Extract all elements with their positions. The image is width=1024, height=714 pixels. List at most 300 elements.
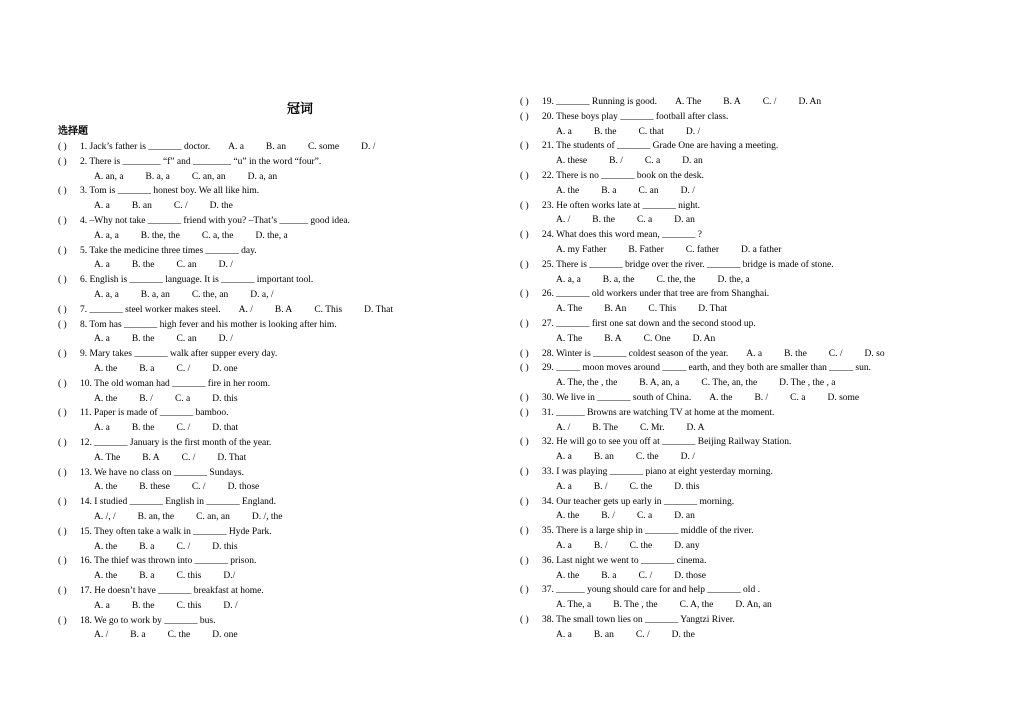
question-stem: He doesn’t have _______ breakfast at home. [94,586,264,596]
answer-option[interactable]: C. A, the [679,600,714,611]
answer-option[interactable]: C. The, an, the [701,378,758,389]
question-stem: Tom has _______ high fever and his mother is looking after him. [89,319,337,330]
answer-option[interactable]: C. this [176,571,202,582]
option-line [58,170,321,185]
answer-option[interactable]: C. an [176,260,197,271]
answer-blank[interactable]: ( ) [520,393,529,403]
question-stem: What does this word mean, _______ ? [556,230,702,241]
answer-option[interactable]: D. a, an [247,171,278,182]
answer-option[interactable]: D. this [212,541,238,552]
answer-blank[interactable]: ( ) [520,200,529,211]
question-item [58,155,321,185]
answer-option[interactable]: D. / [223,600,238,611]
answer-option[interactable]: D. this [674,481,700,492]
answer-blank[interactable]: ( ) [520,555,529,566]
answer-blank[interactable]: ( ) [520,348,529,359]
answer-blank[interactable]: ( ) [58,304,67,315]
answer-option[interactable]: D. one [212,630,238,641]
question-number: 26. [542,289,554,300]
answer-option[interactable]: C. Mr. [639,422,665,433]
question-stem: We live in _______ south of China. [556,393,692,403]
answer-option[interactable]: B. / [609,156,623,167]
answer-option[interactable]: B. / [754,393,769,403]
answer-option[interactable]: C. the, the [656,274,696,285]
answer-option[interactable]: A. / [238,304,253,315]
question-stem: ______ Browns are watching TV at home at the moment. [556,407,775,418]
question-line [520,317,756,332]
question-item [58,140,397,155]
question-line [520,110,728,125]
question-number: 37. [542,585,554,596]
answer-option[interactable]: D. /, the [251,511,283,522]
answer-blank[interactable]: ( ) [520,289,529,300]
answer-blank[interactable]: ( ) [58,186,67,197]
question-stem: The small town lies on _______ Yangtzi River. [556,615,735,625]
question-item [58,466,281,496]
question-item [58,436,271,466]
answer-option[interactable]: C. an [638,185,659,196]
answer-blank[interactable]: ( ) [520,496,529,507]
answer-option[interactable]: D. those [227,482,260,493]
option-line [58,451,271,466]
question-number: 21. [542,141,554,152]
question-number: 32. [542,437,554,448]
answer-option[interactable]: A. a [94,260,110,271]
answer-option[interactable]: B. / [593,481,608,492]
question-number: 36. [542,555,554,566]
answer-option[interactable]: A. a, a [556,274,581,285]
question-line [520,524,754,539]
answer-option[interactable]: C. / [181,452,196,463]
question-item [58,584,264,614]
answer-option[interactable]: C. father [685,244,720,255]
answer-option[interactable]: C. an, an [191,171,226,182]
answer-option[interactable]: B. the [784,348,807,359]
question-number: 19. [542,97,554,107]
question-number: 9. [80,349,88,360]
question-number: 15. [80,526,92,537]
answer-option[interactable]: A. a, a [94,230,119,241]
option-line [520,628,735,643]
answer-option[interactable]: D. That [364,304,393,315]
answer-blank[interactable]: ( ) [520,407,529,418]
page-title: 冠词 [286,102,313,117]
answer-blank[interactable]: ( ) [520,171,529,181]
question-number: 1. [80,142,88,152]
answer-option[interactable]: D. / [680,452,695,463]
answer-blank[interactable]: ( ) [58,378,67,389]
answer-option[interactable]: A. a [556,540,572,551]
answer-option[interactable]: B. The , the [613,600,658,611]
question-number: 30. [542,393,554,403]
question-item [58,495,304,525]
inline-options [675,97,843,107]
answer-option[interactable]: C. the, an [191,289,229,300]
answer-option[interactable]: C. a [636,511,653,522]
question-line [520,435,791,450]
answer-option[interactable]: D. an [674,215,695,226]
question-stem: _____ moon moves around _____ earth, and they both are smaller than _____ sun. [556,363,872,374]
answer-option[interactable]: D. / [680,185,695,196]
answer-option[interactable]: A. / [556,422,571,433]
answer-option[interactable]: B. a, an [140,289,170,300]
answer-option[interactable]: D. an [682,156,703,167]
answer-option[interactable]: C. a [790,393,806,403]
answer-option[interactable]: D. A [686,422,705,433]
question-stem: There is no _______ book on the desk. [556,171,704,181]
answer-option[interactable]: A. The, the , the [556,378,618,389]
question-stem: ______ young should care for and help _______ old . [556,585,760,596]
answer-option[interactable]: B. the [593,126,617,137]
question-item [520,391,881,406]
answer-blank[interactable]: ( ) [520,141,529,152]
question-stem: There is _______ bridge over the river. _______ bridge is made of stone. [556,259,834,270]
question-stem: Paper is made of _______ bamboo. [93,408,229,419]
question-line [58,273,313,288]
answer-option[interactable]: B. the [131,334,155,345]
option-line [520,509,734,524]
answer-blank[interactable]: ( ) [58,349,67,360]
answer-blank[interactable]: ( ) [520,97,529,107]
answer-option[interactable]: D. a father [741,244,782,255]
answer-option[interactable]: B. an [265,142,286,152]
answer-option[interactable]: D. The , the , a [779,378,836,389]
answer-option[interactable]: C. a [174,393,191,404]
question-line [58,184,259,199]
answer-option[interactable]: C. the [635,452,659,463]
question-stem: I studied _______ English in _______ England. [94,497,277,508]
answer-blank[interactable]: ( ) [58,615,67,626]
answer-option[interactable]: D. / [218,260,233,271]
answer-blank[interactable]: ( ) [58,275,67,286]
answer-option[interactable]: C. some [307,142,340,152]
answer-blank[interactable]: ( ) [58,408,67,419]
answer-option[interactable]: D. the, a [255,230,288,241]
answer-blank[interactable]: ( ) [520,467,529,477]
answer-option[interactable]: A. a [94,600,110,611]
option-line [58,199,259,214]
answer-blank[interactable]: ( ) [520,259,529,270]
answer-blank[interactable]: ( ) [520,363,529,374]
question-item [58,318,337,348]
question-stem: The old woman had _______ fire in her room. [94,378,271,389]
answer-option[interactable]: C. / [176,363,191,374]
answer-option[interactable]: B. a [139,541,155,552]
answer-blank[interactable]: ( ) [58,467,67,478]
question-line [520,465,773,480]
answer-option[interactable]: B. an [131,201,152,212]
answer-option[interactable]: C. an [176,334,197,345]
question-item [58,554,257,584]
answer-option[interactable]: D. That [698,304,728,315]
question-item [58,184,259,214]
answer-option[interactable]: D. / [218,334,233,345]
option-line [58,480,281,495]
answer-option[interactable]: D. one [212,363,238,374]
question-line [520,361,871,376]
answer-option[interactable]: C. / [191,482,206,493]
option-line [520,273,834,288]
question-item [520,139,778,169]
answer-option[interactable]: A. the [94,363,118,374]
option-line [58,569,257,584]
question-line [58,214,350,229]
question-stem: _______ Running is good. [556,97,658,107]
answer-blank[interactable]: ( ) [58,556,67,567]
option-line [520,598,794,613]
answer-option[interactable]: A. the [94,482,118,493]
question-item [520,583,794,613]
answer-option[interactable]: C. an, an [196,511,230,522]
answer-option[interactable]: D. the [209,201,233,212]
answer-option[interactable]: A. these [556,156,588,167]
option-line [520,125,728,140]
answer-option[interactable]: A. an, a [94,171,124,182]
question-stem: Tom is _______ honest boy. We all like him. [89,186,260,197]
answer-option[interactable]: B. A [604,333,622,344]
answer-option[interactable]: B. a, the [602,274,635,285]
answer-option[interactable]: A. a [556,452,572,463]
answer-option[interactable]: A. The [556,333,583,344]
answer-option[interactable]: B. The [592,422,618,433]
answer-option[interactable]: D. / [361,142,376,152]
option-line [58,628,260,643]
question-line [520,258,834,273]
answer-option[interactable]: D. so [864,348,885,359]
answer-blank[interactable]: ( ) [58,156,67,167]
question-line [58,377,270,392]
answer-option[interactable]: C. the [629,540,653,551]
question-line [58,436,271,451]
answer-option[interactable]: D. any [674,540,700,551]
question-item [58,525,272,555]
answer-option[interactable]: B. / [593,540,608,551]
answer-option[interactable]: C. the [167,630,191,641]
answer-option[interactable]: C. This [314,304,343,315]
answer-option[interactable]: C. One [643,333,671,344]
answer-option[interactable]: A. a [746,348,763,359]
option-line [58,421,260,436]
question-item [520,361,871,391]
question-number: 13. [80,467,92,478]
answer-option[interactable]: C. a, the [201,230,234,241]
inline-options [239,305,415,315]
answer-option[interactable]: A. the [94,571,118,582]
answer-blank[interactable]: ( ) [520,111,529,122]
question-stem: These boys play _______ football after class. [556,111,729,122]
answer-option[interactable]: A. the [556,570,580,581]
question-line [520,199,717,214]
answer-blank[interactable]: ( ) [58,497,67,508]
answer-option[interactable]: B. A, an, a [639,378,680,389]
answer-option[interactable]: B. / [139,393,153,404]
question-number: 31. [542,407,554,418]
answer-option[interactable]: C. / [176,541,191,552]
answer-option[interactable]: C. This [648,304,677,315]
question-line [520,554,728,569]
answer-option[interactable]: A. the [556,185,580,196]
answer-option[interactable]: A. a [94,201,110,212]
answer-option[interactable]: C. that [638,126,664,137]
option-line [520,539,754,554]
question-line [58,466,281,481]
answer-option[interactable]: B. Father [628,244,664,255]
question-line [58,554,257,569]
answer-option[interactable]: B. the [131,260,155,271]
answer-option[interactable]: C. this [176,600,202,611]
answer-option[interactable]: B. / [601,511,615,522]
question-item [520,169,717,199]
answer-option[interactable]: C. / [176,423,191,434]
answer-option[interactable]: B. the [592,215,615,226]
answer-option[interactable]: D. the, a [717,274,750,285]
answer-option[interactable]: B. an [593,452,614,463]
answer-option[interactable]: B. A [274,304,293,315]
question-number: 24. [542,230,554,241]
answer-blank[interactable]: ( ) [58,245,67,256]
answer-blank[interactable]: ( ) [58,586,67,596]
question-line [58,347,277,362]
option-line [58,392,270,407]
answer-blank[interactable]: ( ) [520,526,529,537]
answer-option[interactable]: B. a [601,185,617,196]
question-stem: The thief was thrown into _______ prison. [94,556,257,567]
answer-option[interactable]: C. a [644,156,661,167]
answer-option[interactable]: A. a [556,481,572,492]
answer-option[interactable]: A. / [94,630,109,641]
answer-option[interactable]: D. some [827,393,860,403]
answer-option[interactable]: B. An [604,304,627,315]
question-item [520,495,734,525]
answer-option[interactable]: B. A [723,97,741,107]
answer-option[interactable]: C. / [638,570,653,581]
question-stem: –Why not take _______ friend with you? –That’s ______ good idea. [89,216,350,226]
question-number: 12. [80,438,92,448]
answer-option[interactable]: C. / [635,629,650,640]
answer-option[interactable]: B. these [139,482,170,493]
question-item [520,317,756,347]
answer-option[interactable]: A. a [228,142,244,152]
answer-option[interactable]: D. that [212,423,239,434]
question-line [58,614,260,629]
answer-option[interactable]: C. / [762,97,777,107]
answer-option[interactable]: D. An, an [735,600,772,611]
answer-option[interactable]: A. The [94,452,121,463]
answer-option[interactable]: D. the [671,629,695,640]
answer-option[interactable]: D. That [217,452,247,463]
option-line [520,569,728,584]
answer-option[interactable]: A. the [556,511,580,522]
inline-options [228,142,397,152]
answer-option[interactable]: B. the, the [140,230,180,241]
question-line [520,406,774,421]
question-line [520,613,735,628]
question-number: 34. [542,496,554,507]
question-stem: He often works late at _______ night. [556,200,701,211]
answer-option[interactable]: C. / [173,201,188,212]
option-line [520,376,871,391]
answer-option[interactable]: D./ [223,571,236,582]
answer-option[interactable]: C. / [828,348,843,359]
answer-option[interactable]: A. / [556,215,571,226]
answer-option[interactable]: A. a [94,334,110,345]
answer-option[interactable]: B. a [601,570,617,581]
answer-option[interactable]: D. an [674,511,695,522]
answer-option[interactable]: A. the [94,393,118,404]
option-line [520,243,803,258]
question-item [520,435,791,465]
question-number: 4. [80,216,88,226]
answer-option[interactable]: A. the [709,393,733,403]
answer-option[interactable]: D. An [798,97,822,107]
answer-blank[interactable]: ( ) [58,438,67,448]
answer-option[interactable]: A. The [556,304,583,315]
answer-blank[interactable]: ( ) [520,437,529,448]
answer-option[interactable]: B. a [139,571,155,582]
option-line [520,154,778,169]
answer-blank[interactable]: ( ) [520,319,529,329]
answer-option[interactable]: A. a [94,423,110,434]
answer-option[interactable]: A. the [94,541,118,552]
answer-option[interactable]: A. The [675,97,702,107]
answer-option[interactable]: A. a [556,629,572,640]
answer-option[interactable]: C. the [629,481,653,492]
answer-option[interactable]: D. An [692,333,716,344]
answer-blank[interactable]: ( ) [520,585,529,596]
answer-option[interactable]: A. /, / [94,511,116,522]
answer-option[interactable]: B. a, a [145,171,170,182]
answer-blank[interactable]: ( ) [58,319,67,330]
answer-blank[interactable]: ( ) [520,230,529,241]
answer-option[interactable]: D. those [674,570,706,581]
answer-option[interactable]: A. my Father [556,244,607,255]
answer-option[interactable]: C. a [636,215,653,226]
question-item [520,228,803,258]
answer-option[interactable]: B. the [131,423,155,434]
answer-blank[interactable]: ( ) [58,216,67,226]
answer-option[interactable]: D. a, / [250,289,274,300]
answer-option[interactable]: A. The, a [556,600,592,611]
question-line [520,495,734,510]
answer-blank[interactable]: ( ) [520,615,529,625]
answer-option[interactable]: A. a, a [94,289,119,300]
answer-option[interactable]: B. A [142,452,160,463]
question-stem: Winter is _______ coldest season of the year. [556,348,729,359]
answer-option[interactable]: B. a [139,363,155,374]
question-item [58,377,270,407]
question-number: 29. [542,363,554,374]
inline-options [709,393,881,403]
question-number: 18. [80,615,92,626]
answer-option[interactable]: B. an [593,629,614,640]
question-stem: _______ first one sat down and the second stood up. [556,319,756,329]
question-item [520,258,834,288]
answer-option[interactable]: B. the [131,600,155,611]
question-stem: Mary takes _______ walk after supper every day. [89,349,278,360]
question-stem: Jack’s father is _______ doctor. [89,142,211,152]
option-line [520,213,717,228]
answer-option[interactable]: D. / [685,126,701,137]
answer-option[interactable]: A. a [556,126,572,137]
answer-option[interactable]: B. an, the [137,511,175,522]
question-line [58,303,415,318]
answer-option[interactable]: B. a [130,630,146,641]
answer-blank[interactable]: ( ) [58,526,67,537]
option-line [520,332,756,347]
question-line [520,228,803,243]
answer-option[interactable]: D. this [212,393,238,404]
answer-blank[interactable]: ( ) [58,142,67,152]
